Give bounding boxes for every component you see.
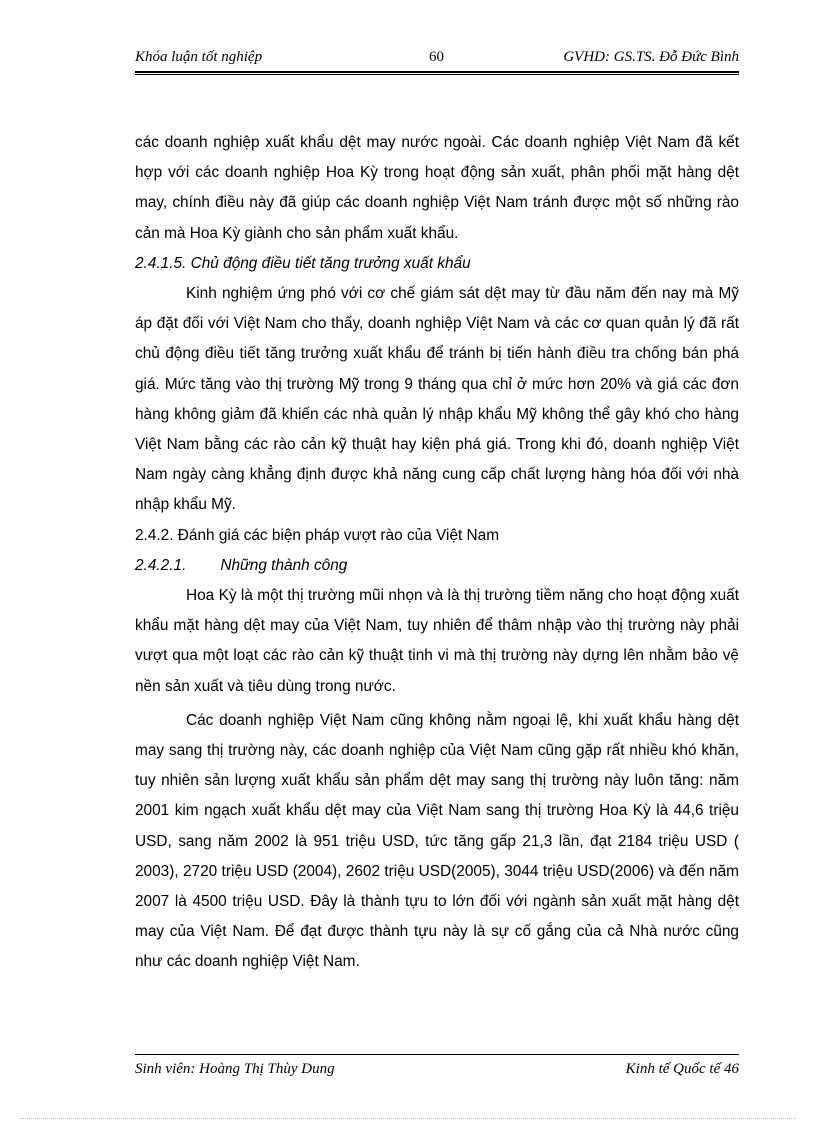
footer-class: Kinh tế Quốc tế 46 [625,1061,739,1077]
heading-2-4-1-5: 2.4.1.5. Chủ động điều tiết tăng trưởng xuất khẩu [135,254,471,272]
page-content [135,128,739,978]
footer-student: Sinh viên: Hoàng Thị Thùy Dung [135,1061,335,1077]
page-bottom-edge [20,1118,796,1119]
header-page-number: 60 [429,49,444,65]
header-advisor: GVHD: GS.TS. Đỗ Đức Bình [563,49,739,65]
header-double-rule [135,71,739,75]
header-thesis-label: Khóa luận tốt nghiệp [135,49,263,65]
heading-2-4-2-1-number: 2.4.2.1. [135,556,187,574]
heading-2-4-2: 2.4.2. Đánh giá các biện pháp vượt rào của Việt Nam [135,526,500,544]
paragraph-us-market: Hoa Kỳ là một thị trường mũi nhọn và là thị trường tiềm năng cho hoạt động xuất khẩu mặt hàng dệt may của Việt Nam, tuy nhiên để thâm nhập vào thị trường này phải vượt qua một loạt các rào cản kỹ thuật tinh vi mà thị trường này dựng lên nhằm bảo vệ nền sản xuất và tiêu dùng trong nước. [135,587,739,695]
heading-2-4-2-1 [135,551,739,581]
footer-rule [135,1054,739,1055]
heading-2-4-2-1-title: Những thành công [220,556,348,574]
page-header [135,49,739,71]
paragraph-export-growth: Kinh nghiệm ứng phó với cơ chế giám sát dệt may từ đầu năm đến nay mà Mỹ áp đặt đối với Việt Nam cho thấy, doanh nghiệp Việt Nam và các cơ quan quản lý đã rất chủ động điều tiết tăng trưởng xuất khẩu để tránh bị tiến hành điều tra chống bán phá giá. Mức tăng vào thị trường Mỹ trong 9 tháng qua chỉ ở mức hơn 20% và giá các đơn hàng không giảm đã khiến các nhà quản lý nhập khẩu Mỹ không thể gây khó cho hàng Việt Nam bằng các rào cản kỹ thuật hay kiện phá giá. Trong khi đó, doanh nghiệp Việt Nam ngày càng khẳng định được khả năng cung cấp chất lượng hàng hóa đối với nhà nhập khẩu Mỹ. [135,285,739,514]
paragraph-continued: các doanh nghiệp xuất khẩu dệt may nước ngoài. Các doanh nghiệp Việt Nam đã kết hợp với các doanh nghiệp Hoa Kỳ trong hoạt động sản xuất, phân phối mặt hàng dệt may, chính điều này đã giúp các doanh nghiệp Việt Nam tránh được một số những rào cản mà Hoa Kỳ giành cho sản phẩm xuất khẩu. [135,134,739,242]
paragraph-export-results: Các doanh nghiệp Việt Nam cũng không nằm ngoại lệ, khi xuất khẩu hàng dệt may sang thị trường này, các doanh nghiệp của Việt Nam cũng gặp rất nhiều khó khăn, tuy nhiên sản lượng xuất khẩu sản phẩm dệt may sang thị trường này luôn tăng: năm 2001 kim ngạch xuất khẩu dệt may của Việt Nam sang thị trường Hoa Kỳ là 44,6 triệu USD, sang năm 2002 là 951 triệu USD, tức tăng gấp 21,3 lần, đạt 2184 triệu USD ( 2003), 2720 triệu USD (2004), 2602 triệu USD(2005), 3044 triệu USD(2006) và đến năm 2007 là 4500 triệu USD. Đây là thành tựu to lớn đối với ngành sản xuất mặt hàng dệt may của Việt Nam. Để đạt được thành tựu này là sự cố gắng của cả Nhà nước cũng như các doanh nghiệp Việt Nam. [135,711,739,971]
